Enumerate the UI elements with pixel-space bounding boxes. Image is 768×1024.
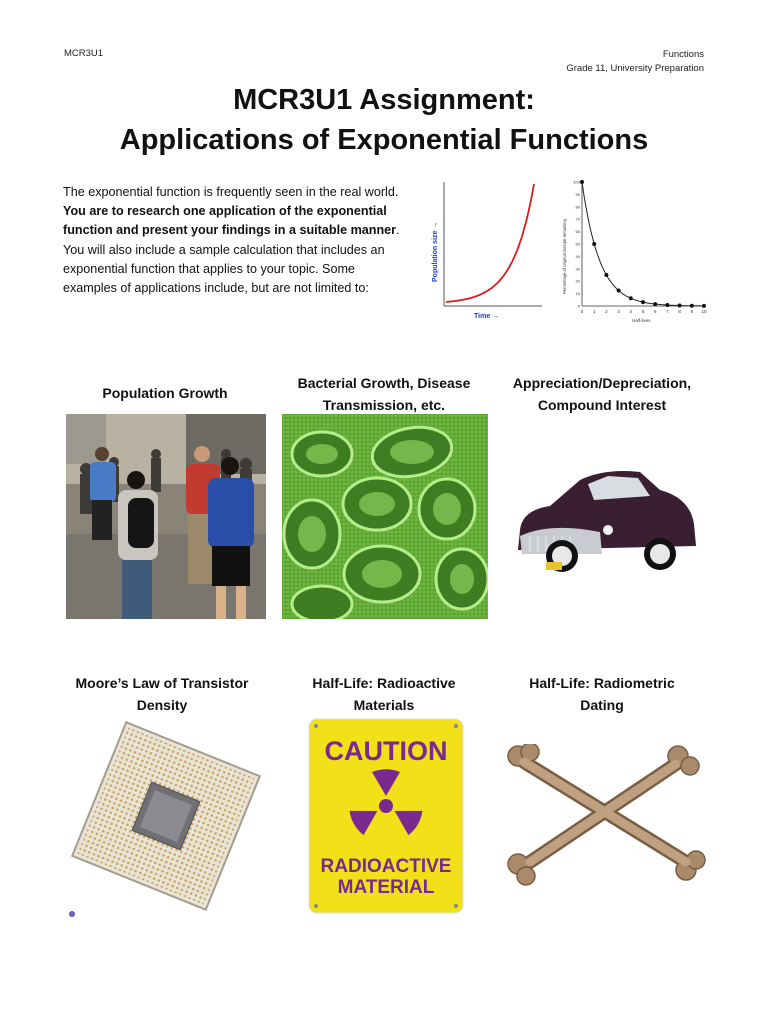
title-line-2: Applications of Exponential Functions [119, 124, 649, 156]
decay-ylabel: Percentage of original isotope remaining [562, 219, 567, 294]
decay-graph [560, 176, 710, 324]
decay-ytick-label: 20 [575, 278, 580, 284]
intro-paragraph [63, 183, 403, 298]
decay-ytick-label: 30 [575, 266, 580, 272]
caption-moores-law: Moore’s Law of Transistor Density [75, 675, 249, 713]
intro-bold: You are to research one application of the exponential function and present your findings in a suitable manner [63, 204, 397, 238]
decay-point [653, 302, 657, 306]
decay-ytick-label: 10 [575, 291, 580, 297]
decay-xtick-label: 8 [678, 309, 681, 314]
decay-point [678, 304, 682, 308]
decay-point [641, 300, 645, 304]
decay-xtick-label: 3 [617, 309, 620, 314]
decay-xtick-label: 1 [592, 309, 596, 314]
decay-xtick-label: 6 [653, 309, 657, 314]
decay-point [629, 296, 633, 300]
caution-sign [308, 718, 464, 914]
decay-point [690, 304, 694, 308]
decay-point [580, 180, 584, 184]
course-code-header: MCR3U1 [64, 48, 104, 59]
decay-ytick-label: 100 [573, 179, 580, 185]
caption-bacterial-growth: Bacterial Growth, Disease Transmission, etc. [297, 375, 471, 413]
decay-curve [582, 182, 704, 306]
crossed-bones-image [500, 744, 712, 888]
decay-xtick-label: 10 [701, 309, 707, 314]
page-title [0, 80, 768, 160]
course-info-header [566, 48, 704, 76]
decay-point [592, 242, 596, 246]
caption-population-growth: Population Growth [102, 385, 228, 401]
title-line-1: MCR3U1 Assignment: [233, 84, 535, 116]
course-name: Functions [662, 49, 704, 60]
decay-ytick-label: 70 [575, 216, 580, 222]
decay-ytick-label: 40 [575, 253, 580, 259]
intro-text-2: . You will also include a sample calculation that includes an exponential function that applies to your topic. Some examples of applications include, but are not limited to: [63, 223, 400, 296]
decay-point [665, 303, 669, 307]
intro-text-1: The exponential function is frequently seen in the real world. [63, 185, 399, 199]
decay-ytick-label: 90 [575, 191, 580, 197]
decay-point [604, 273, 608, 277]
caption-appreciation: Appreciation/Depreciation, Compound Interest [512, 375, 692, 413]
growth-ylabel: Population size → [432, 221, 439, 282]
decay-point [617, 289, 621, 293]
decay-xtick-label: 0 [580, 309, 584, 314]
caption-radiometric-dating: Half-Life: Radiometric Dating [529, 675, 675, 713]
caution-sign-title: CAUTION [324, 736, 448, 766]
decay-ytick-label: 60 [575, 229, 580, 235]
decay-xtick-label: 9 [690, 309, 694, 314]
caution-sign-line-1: RADIOACTIVE [320, 856, 452, 877]
decay-xtick-label: 5 [641, 309, 645, 314]
decay-xtick-label: 4 [629, 309, 633, 314]
virus-micrograph [282, 414, 488, 619]
decay-xtick-label: 2 [605, 309, 608, 314]
decay-ytick-label: 50 [575, 241, 580, 247]
growth-graph [428, 176, 546, 324]
growth-xlabel: Time → [474, 313, 500, 320]
vintage-car-image [510, 450, 700, 580]
decay-ytick-label: 0 [577, 303, 580, 309]
growth-curve [446, 184, 534, 302]
cpu-chip-image [66, 716, 266, 926]
caption-radioactive-materials: Half-Life: Radioactive Materials [312, 675, 456, 713]
decay-ytick-label: 80 [575, 204, 580, 210]
decay-xlabel: Half-lives [632, 318, 651, 323]
decay-point [702, 304, 706, 308]
caution-sign-line-2: MATERIAL [337, 877, 435, 898]
decay-xtick-label: 7 [666, 309, 669, 314]
course-grade: Grade 11, University Preparation [566, 63, 704, 74]
population-photo [66, 414, 266, 619]
